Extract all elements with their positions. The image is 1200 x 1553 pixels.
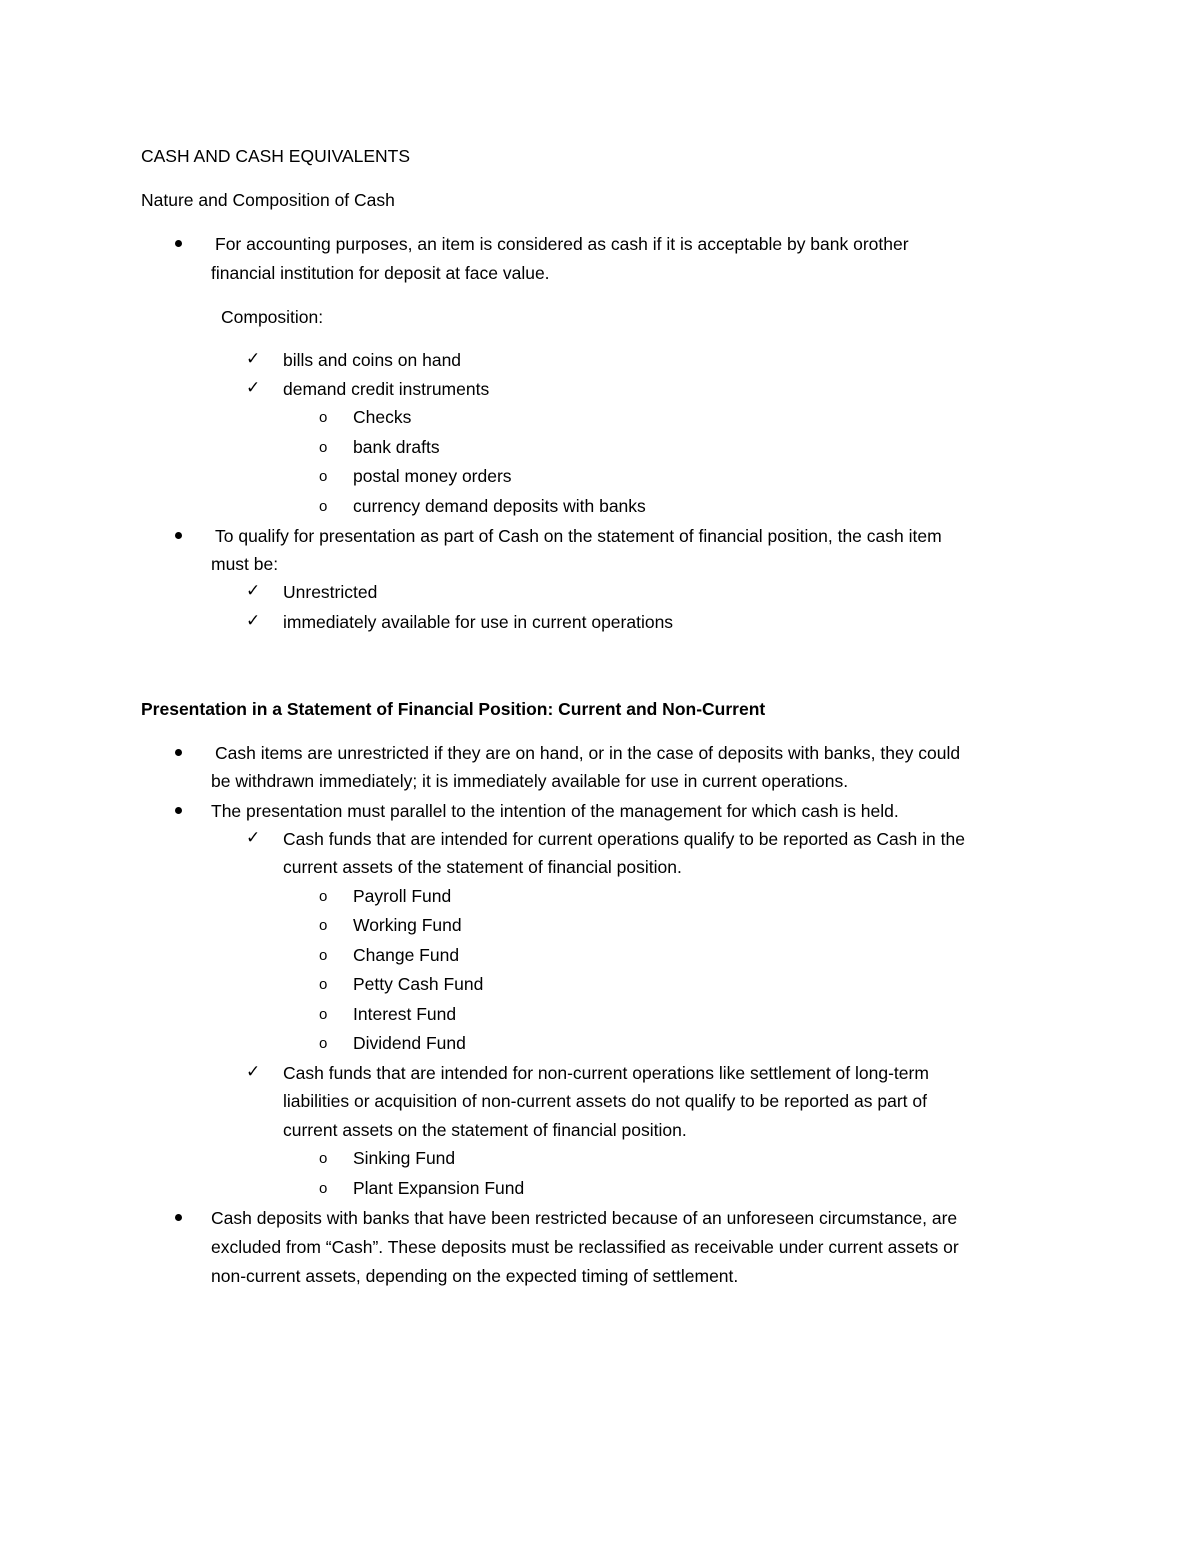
bullet-icon bbox=[175, 749, 182, 756]
checkmark-icon: ✓ bbox=[246, 611, 261, 631]
bullet-icon bbox=[175, 240, 182, 247]
list-item: Petty Cash Fund bbox=[353, 974, 484, 994]
list-item: currency demand deposits with banks bbox=[353, 496, 646, 516]
list-item: bank drafts bbox=[353, 437, 440, 457]
bullet-icon bbox=[175, 807, 182, 814]
section-subtitle: Nature and Composition of Cash bbox=[141, 190, 395, 210]
paragraph-line: liabilities or acquisition of non-current assets do not qualify to be reported as part of bbox=[283, 1091, 927, 1111]
checkmark-icon: ✓ bbox=[246, 1062, 261, 1082]
list-item: Plant Expansion Fund bbox=[353, 1178, 525, 1198]
list-item: Checks bbox=[353, 407, 412, 427]
list-item: Unrestricted bbox=[283, 582, 378, 602]
checkmark-icon: ✓ bbox=[246, 378, 261, 398]
paragraph-line: Cash deposits with banks that have been restricted because of an unforeseen circumstance, are bbox=[211, 1208, 958, 1228]
list-item: immediately available for use in current operations bbox=[283, 612, 674, 632]
paragraph-line: Cash funds that are intended for non-current operations like settlement of long-term bbox=[283, 1063, 929, 1083]
circle-bullet-icon: o bbox=[319, 888, 328, 905]
doc-title: CASH AND CASH EQUIVALENTS bbox=[141, 146, 411, 166]
bullet-icon bbox=[175, 532, 182, 539]
paragraph-line: The presentation must parallel to the intention of the management for which cash is held. bbox=[211, 801, 899, 821]
composition-label: Composition: bbox=[221, 307, 324, 327]
list-item: Payroll Fund bbox=[353, 886, 452, 906]
circle-bullet-icon: o bbox=[319, 439, 328, 456]
checkmark-icon: ✓ bbox=[246, 581, 261, 601]
paragraph-line: Cash funds that are intended for current operations qualify to be reported as Cash in the bbox=[283, 829, 965, 849]
checkmark-icon: ✓ bbox=[246, 828, 261, 848]
circle-bullet-icon: o bbox=[319, 1180, 328, 1197]
bullet-icon bbox=[175, 1214, 182, 1221]
list-item: demand credit instruments bbox=[283, 379, 490, 399]
circle-bullet-icon: o bbox=[319, 1150, 328, 1167]
paragraph-line: For accounting purposes, an item is considered as cash if it is acceptable by bank orother bbox=[215, 234, 909, 254]
list-item: postal money orders bbox=[353, 466, 512, 486]
list-item: Change Fund bbox=[353, 945, 460, 965]
circle-bullet-icon: o bbox=[319, 1006, 328, 1023]
paragraph-line: To qualify for presentation as part of Cash on the statement of financial position, the cash item bbox=[215, 526, 942, 546]
paragraph-line: current assets of the statement of financial position. bbox=[283, 857, 682, 877]
paragraph-line: Cash items are unrestricted if they are on hand, or in the case of deposits with banks, they could bbox=[215, 743, 961, 763]
circle-bullet-icon: o bbox=[319, 468, 328, 485]
circle-bullet-icon: o bbox=[319, 976, 328, 993]
paragraph-line: must be: bbox=[211, 554, 279, 574]
checkmark-icon: ✓ bbox=[246, 349, 261, 369]
paragraph-line: current assets on the statement of financial position. bbox=[283, 1120, 687, 1140]
circle-bullet-icon: o bbox=[319, 917, 328, 934]
list-item: Interest Fund bbox=[353, 1004, 457, 1024]
paragraph-line: excluded from “Cash”. These deposits must be reclassified as receivable under current assets or bbox=[211, 1237, 959, 1257]
paragraph-line: non-current assets, depending on the expected timing of settlement. bbox=[211, 1266, 739, 1286]
list-item: Working Fund bbox=[353, 915, 462, 935]
paragraph-line: financial institution for deposit at face value. bbox=[211, 263, 550, 283]
list-item: Dividend Fund bbox=[353, 1033, 466, 1053]
circle-bullet-icon: o bbox=[319, 409, 328, 426]
circle-bullet-icon: o bbox=[319, 498, 328, 515]
circle-bullet-icon: o bbox=[319, 1035, 328, 1052]
section-heading: Presentation in a Statement of Financial Position: Current and Non-Current bbox=[141, 699, 766, 719]
paragraph-line: be withdrawn immediately; it is immediately available for use in current operations. bbox=[211, 771, 849, 791]
circle-bullet-icon: o bbox=[319, 947, 328, 964]
list-item: Sinking Fund bbox=[353, 1148, 456, 1168]
list-item: bills and coins on hand bbox=[283, 350, 462, 370]
